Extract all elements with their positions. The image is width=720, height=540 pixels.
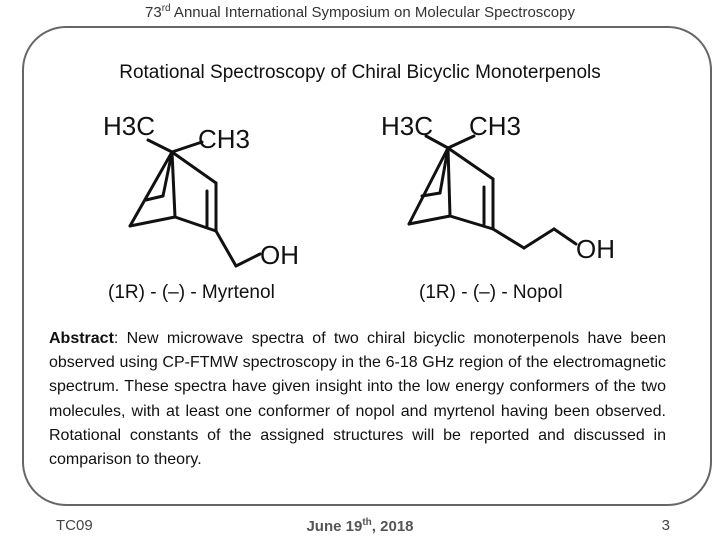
myrtenol-name: (1R) - (–) - Myrtenol [108,282,275,303]
nopol-structure [376,108,626,268]
header-suffix: Annual International Symposium on Molecular Spectroscopy [170,4,575,21]
header-sup: rd [161,3,171,14]
abstract-label: Abstract [49,330,114,347]
nopol-structure-svg [376,108,626,268]
myrtenol-hydroxyl: OH [260,240,299,268]
abstract [49,327,666,472]
myrtenol-structure [98,108,308,268]
nopol-name: (1R) - (–) - Nopol [419,282,563,303]
myrtenol-methyl-right: CH3 [198,124,251,154]
conference-header [0,3,720,21]
nopol-methyl-right-label [469,111,521,141]
myrtenol-methyl-left: H3C [103,111,156,141]
page-number: 3 [661,517,670,534]
nopol-bonds [409,136,576,248]
nopol-methyl-right: CH3 [469,111,522,141]
myrtenol-methyl-left-label [103,111,155,141]
nopol-hydroxyl-label [576,234,615,264]
nopol-hydroxyl: OH [576,234,615,264]
session-code: TC09 [56,517,93,534]
slide-title: Rotational Spectroscopy of Chiral Bicyclic Monoterpenols [119,62,601,83]
myrtenol-hydroxyl-label [260,240,299,268]
date-prefix: June 19 [306,518,363,535]
myrtenol-structure-svg [98,108,308,268]
myrtenol-bonds [130,140,260,266]
date-suffix: , 2018 [371,518,414,535]
date-sup: th [362,517,372,528]
nopol-methyl-left: H3C [381,111,434,141]
footer-date [0,517,720,535]
header-prefix: 73 [145,4,162,21]
nopol-methyl-left-label [381,111,433,141]
myrtenol-methyl-right-label [198,124,250,154]
abstract-text: : New microwave spectra of two chiral bicyclic monoterpenols have been observed using CP-FTMW spectroscopy in the 6-18 GHz region of the electromagnetic spectrum. These spectra have given insight into the low energy conformers of the two molecules, with at least one conformer of nopol and myrtenol having been observed. Rotational constants of the assigned structures will be reported and discussed in comparison to theory. [49,330,666,469]
